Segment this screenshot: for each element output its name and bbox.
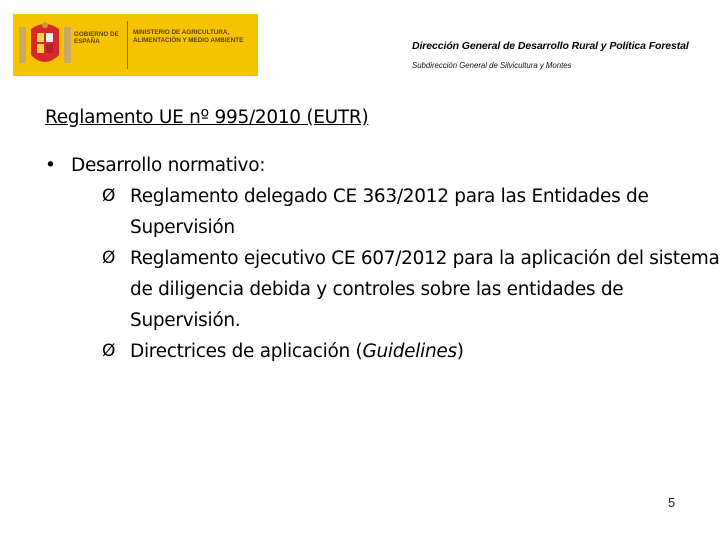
arrow-bullet-icon: Ø — [102, 248, 116, 268]
logo-divider — [127, 21, 128, 69]
sub-item-text-prefix: Directrices de aplicación ( — [130, 341, 363, 362]
sub-item-text: Reglamento ejecutivo CE 607/2012 para la aplicación del sistema de diligencia debida y controles sobre las entidades de Supervisión. — [130, 248, 720, 331]
sub-item-text: Reglamento delegado CE 363/2012 para las Entidades de Supervisión — [130, 186, 649, 238]
arrow-bullet-icon: Ø — [102, 186, 116, 206]
sub-item-text-suffix: ) — [456, 341, 464, 362]
slide-title: Reglamento UE nº 995/2010 (EUTR) — [45, 107, 369, 128]
bullet-item: Desarrollo normativo: — [71, 155, 266, 176]
gobierno-logotext: GOBIERNO DE ESPAÑA — [74, 31, 119, 45]
coat-of-arms-icon — [17, 19, 73, 71]
government-logo — [13, 14, 258, 76]
header-subtitle: Subdirección General de Silvicultura y Montes — [412, 61, 572, 70]
bullet-icon: • — [45, 155, 56, 176]
header-title: Dirección General de Desarrollo Rural y Política Forestal — [412, 40, 689, 52]
sub-item-text-italic: Guidelines — [362, 341, 457, 362]
arrow-bullet-icon: Ø — [102, 341, 116, 361]
page-number: 5 — [668, 495, 676, 510]
ministerio-logotext: MINISTERIO DE AGRICULTURA, ALIMENTACIÓN Y MEDIO AMBIENTE — [133, 29, 244, 44]
sub-item-text — [130, 336, 720, 367]
